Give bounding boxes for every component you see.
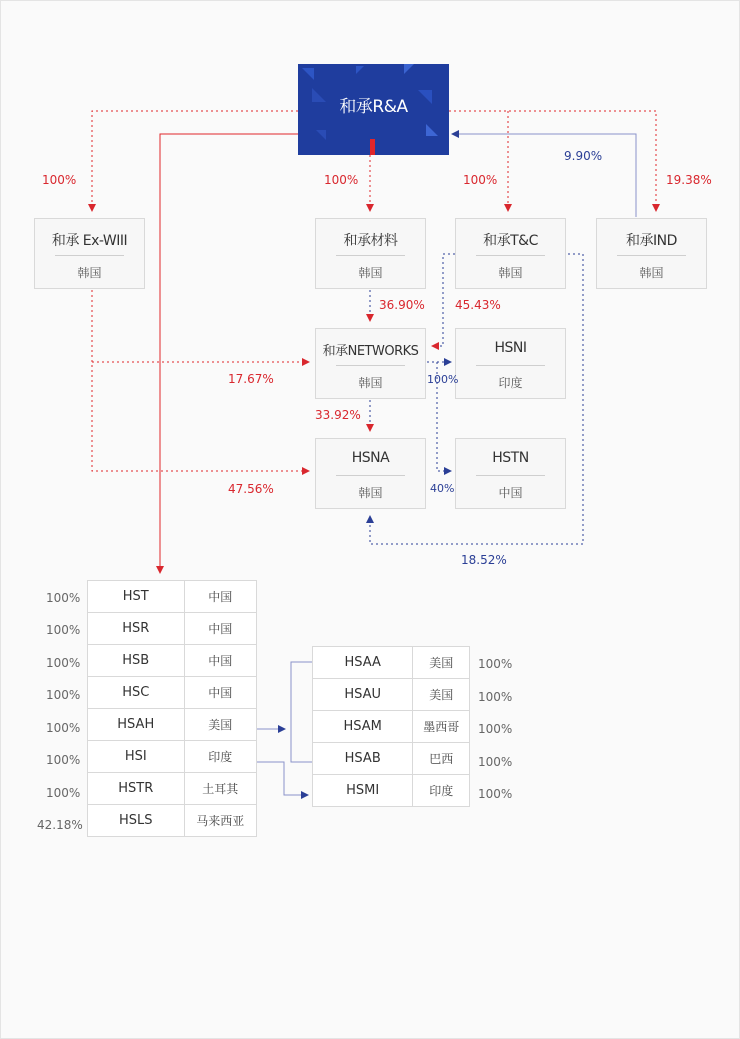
- subsidiary-country: 美国: [413, 647, 470, 679]
- node-hsni[interactable]: [455, 328, 566, 399]
- node-hsna-name: HSNA: [351, 450, 390, 466]
- table-row[interactable]: [313, 679, 470, 711]
- right-subsidiary-table: [312, 646, 470, 807]
- subsidiary-name: HSAU: [313, 679, 413, 711]
- left-pct: 100%: [46, 753, 81, 767]
- left-pct: 100%: [46, 656, 81, 670]
- node-hsna-country: 韩国: [358, 486, 383, 500]
- pct-ind-to-top: 9.90%: [564, 149, 603, 163]
- subsidiary-name: HSMI: [313, 775, 413, 807]
- pct-networks-to-hsna: 33.92%: [315, 408, 361, 422]
- node-hsni-name: HSNI: [494, 340, 527, 356]
- node-materials[interactable]: [315, 218, 426, 289]
- subsidiary-country: 马来西亚: [184, 805, 257, 837]
- right-pct: 100%: [478, 787, 513, 801]
- node-tc[interactable]: [455, 218, 566, 289]
- subsidiary-name: HST: [88, 581, 185, 613]
- top-marker: [370, 139, 375, 155]
- node-exw-country: 韩国: [77, 266, 102, 280]
- table-row[interactable]: [88, 741, 257, 773]
- node-materials-name: 和承材料: [343, 233, 398, 249]
- subsidiary-name: HSTR: [88, 773, 185, 805]
- pct-tc-to-networks: 45.43%: [455, 298, 501, 312]
- node-networks-name: 和承NETWORKS: [322, 344, 419, 359]
- subsidiary-name: HSAB: [313, 743, 413, 775]
- subsidiary-name: HSAM: [313, 711, 413, 743]
- top-company-name: 和承R&A: [339, 97, 408, 117]
- pct-tc-to-hsna: 18.52%: [461, 553, 507, 567]
- table-row[interactable]: [313, 743, 470, 775]
- subsidiary-country: 美国: [413, 679, 470, 711]
- node-tc-country: 韩国: [498, 266, 523, 280]
- subsidiary-country: 美国: [184, 709, 257, 741]
- right-pct: 100%: [478, 657, 513, 671]
- left-pct: 100%: [46, 786, 81, 800]
- subsidiary-country: 中国: [184, 613, 257, 645]
- divider: [617, 255, 686, 256]
- divider: [55, 255, 124, 256]
- node-hsna[interactable]: [315, 438, 426, 509]
- node-networks[interactable]: [315, 328, 426, 399]
- subsidiary-country: 中国: [184, 645, 257, 677]
- node-exw[interactable]: [34, 218, 145, 289]
- table-row[interactable]: [88, 613, 257, 645]
- table-row[interactable]: [88, 805, 257, 837]
- table-row[interactable]: [313, 647, 470, 679]
- node-ind[interactable]: [596, 218, 707, 289]
- divider: [336, 255, 405, 256]
- left-pct: 100%: [46, 688, 81, 702]
- node-materials-country: 韩国: [358, 266, 383, 280]
- right-pct: 100%: [478, 722, 513, 736]
- subsidiary-name: HSI: [88, 741, 185, 773]
- node-exw-name: 和承 Ex-WIII: [51, 233, 128, 249]
- pct-hsna-to-hstn: 40%: [430, 482, 455, 495]
- subsidiary-name: HSC: [88, 677, 185, 709]
- pct-networks-to-hsni: 100%: [427, 373, 459, 386]
- subsidiary-country: 印度: [413, 775, 470, 807]
- pct-top-to-tc: 100%: [463, 173, 498, 187]
- pct-exw-to-networks: 17.67%: [228, 372, 274, 386]
- table-row[interactable]: [88, 709, 257, 741]
- divider: [336, 365, 405, 366]
- divider: [476, 365, 545, 366]
- pct-top-to-exw: 100%: [42, 173, 77, 187]
- subsidiary-name: HSB: [88, 645, 185, 677]
- node-hstn[interactable]: [455, 438, 566, 509]
- node-tc-name: 和承T&C: [483, 233, 538, 249]
- pct-top-to-materials: 100%: [324, 173, 359, 187]
- node-hstn-country: 中国: [498, 486, 523, 500]
- subsidiary-country: 中国: [184, 677, 257, 709]
- divider: [336, 475, 405, 476]
- node-hsni-country: 印度: [498, 376, 523, 390]
- table-row[interactable]: [88, 645, 257, 677]
- subsidiary-name: HSAH: [88, 709, 185, 741]
- right-pct: 100%: [478, 690, 513, 704]
- table-row[interactable]: [313, 711, 470, 743]
- left-pct: 42.18%: [37, 818, 83, 832]
- node-hstn-name: HSTN: [492, 450, 529, 466]
- left-pct: 100%: [46, 623, 81, 637]
- subsidiary-name: HSR: [88, 613, 185, 645]
- divider: [476, 255, 545, 256]
- left-pct: 100%: [46, 591, 81, 605]
- table-row[interactable]: [88, 677, 257, 709]
- subsidiary-country: 土耳其: [184, 773, 257, 805]
- table-row[interactable]: [313, 775, 470, 807]
- right-pct: 100%: [478, 755, 513, 769]
- node-ind-name: 和承IND: [626, 233, 677, 249]
- pct-materials-to-networks: 36.90%: [379, 298, 425, 312]
- subsidiary-country: 巴西: [413, 743, 470, 775]
- left-subsidiary-table: [87, 580, 257, 837]
- divider: [476, 475, 545, 476]
- table-row[interactable]: [88, 773, 257, 805]
- pct-top-to-ind: 19.38%: [666, 173, 712, 187]
- subsidiary-country: 中国: [184, 581, 257, 613]
- node-networks-country: 韩国: [358, 376, 383, 390]
- subsidiary-name: HSAA: [313, 647, 413, 679]
- table-row[interactable]: [88, 581, 257, 613]
- subsidiary-name: HSLS: [88, 805, 185, 837]
- left-pct: 100%: [46, 721, 81, 735]
- subsidiary-country: 印度: [184, 741, 257, 773]
- node-ind-country: 韩国: [639, 266, 664, 280]
- subsidiary-country: 墨西哥: [413, 711, 470, 743]
- pct-exw-to-hsna: 47.56%: [228, 482, 274, 496]
